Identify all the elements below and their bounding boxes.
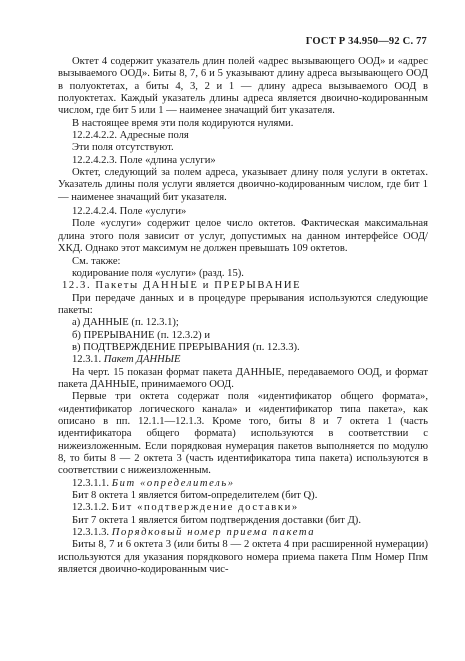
list-item-c: в) ПОДТВЕРЖДЕНИЕ ПРЕРЫВАНИЯ (п. 12.3.3).	[72, 341, 300, 353]
list-item-a: а) ДАННЫЕ (п. 12.3.1);	[72, 317, 179, 329]
subheading-qualifier-title: Бит «определитель»	[111, 477, 235, 489]
paragraph-service-length: Октет, следующий за полем адреса, указывает длину поля услуги в октетах. Указатель длины поля услуги является двоично-кодированным числом, где бит 1 — наименее значащий бит указателя.	[58, 167, 428, 203]
subheading-receive-number-title: Порядковый номер приема пакета	[111, 527, 316, 539]
paragraph-absent: Эти поля отсутствуют.	[72, 142, 174, 154]
subheading-data-packet-title: Пакет ДАННЫЕ	[103, 354, 181, 366]
subheading-delivery-title: Бит «подтверждение доставки»	[111, 502, 299, 514]
paragraph-first-octets: Первые три октета содержат поля «идентификатор общего формата», «идентификатор логического канала» и «идентификатор типа пакета», как описано в пп. 12.1.1—12.1.3. Кроме того, биты 8 и 7 октета 1 (часть идентификатора общего формата) используются в соответствии с нижеизложенным. Если порядковая нумерация пакетов выполняется по модулю 8, то биты 8 — 2 октета 3 (часть идентификатора типа пакета) используются в соответствии с нижеизложенным.	[58, 391, 428, 477]
paragraph-services: Поле «услуги» содержит целое число октетов. Фактическая максимальная длина этого поля зависит от услуг, допустимых на данном интерфейсе ООД/ХКД. Однако этот максимум не должен превышать 109 октетов.	[58, 218, 428, 255]
subheading-delivery-number: 12.3.1.2.	[72, 502, 110, 514]
subheading-delivery-bit	[58, 502, 428, 514]
document-body	[58, 56, 428, 576]
page-header: ГОСТ Р 34.950—92 С. 77	[305, 36, 427, 47]
subheading-qualifier-number: 12.3.1.1.	[72, 477, 110, 489]
subheading-receive-number	[58, 527, 428, 539]
list-item-b: б) ПРЕРЫВАНИЕ (п. 12.3.2) и	[72, 329, 211, 341]
see-also-label: См. также:	[72, 255, 121, 267]
subheading-qualifier-bit	[58, 478, 428, 490]
paragraph-figure-15: На черт. 15 показан формат пакета ДАННЫЕ, передаваемого ООД, и формат пакета ДАННЫЕ, принимаемого ООД.	[58, 366, 428, 390]
subheading-receive-number-num: 12.3.1.3.	[72, 527, 110, 539]
section-heading-packets: 12.3. Пакеты ДАННЫЕ и ПРЕРЫВАНИЕ	[62, 280, 302, 292]
heading-services: 12.2.4.2.4. Поле «услуги»	[72, 206, 187, 218]
paragraph-receive-number: Биты 8, 7 и 6 октета 3 (или биты 8 — 2 октета 4 при расширенной нумерации) используются для указания порядкового номера приема пакета Ппм Номер Ппм является двоично-кодированным чис-	[58, 539, 428, 576]
heading-address-fields: 12.2.4.2.2. Адресные поля	[72, 130, 189, 142]
subheading-data-packet	[58, 354, 428, 366]
paragraph-zeros: В настоящее время эти поля кодируются нулями.	[72, 117, 294, 129]
paragraph-packets-intro: При передаче данных и в процедуре прерывания используются следующие пакеты:	[58, 292, 428, 316]
paragraph-d-bit: Бит 7 октета 1 является битом подтверждения доставки (бит Д).	[72, 514, 361, 526]
see-also-item: кодирование поля «услуги» (разд. 15).	[72, 267, 244, 279]
paragraph-q-bit: Бит 8 октета 1 является битом-определителем (бит Q).	[72, 490, 318, 502]
paragraph-octet-4: Октет 4 содержит указатель длин полей «адрес вызывающего ООД» и «адрес вызываемого ООД». Биты 8, 7, 6 и 5 указывают длину адреса вызывающего ООД в полуоктетах, а биты 4, 3, 2 и 1 — длину адреса вызываемого ООД в полуоктетах. Каждый указатель длины адреса является двоично-кодированным числом, где бит 5 или 1 — наименее значащий бит указателя.	[58, 56, 428, 117]
subheading-data-packet-number: 12.3.1.	[72, 354, 102, 366]
heading-service-length: 12.2.4.2.3. Поле «длина услуги»	[72, 154, 216, 166]
